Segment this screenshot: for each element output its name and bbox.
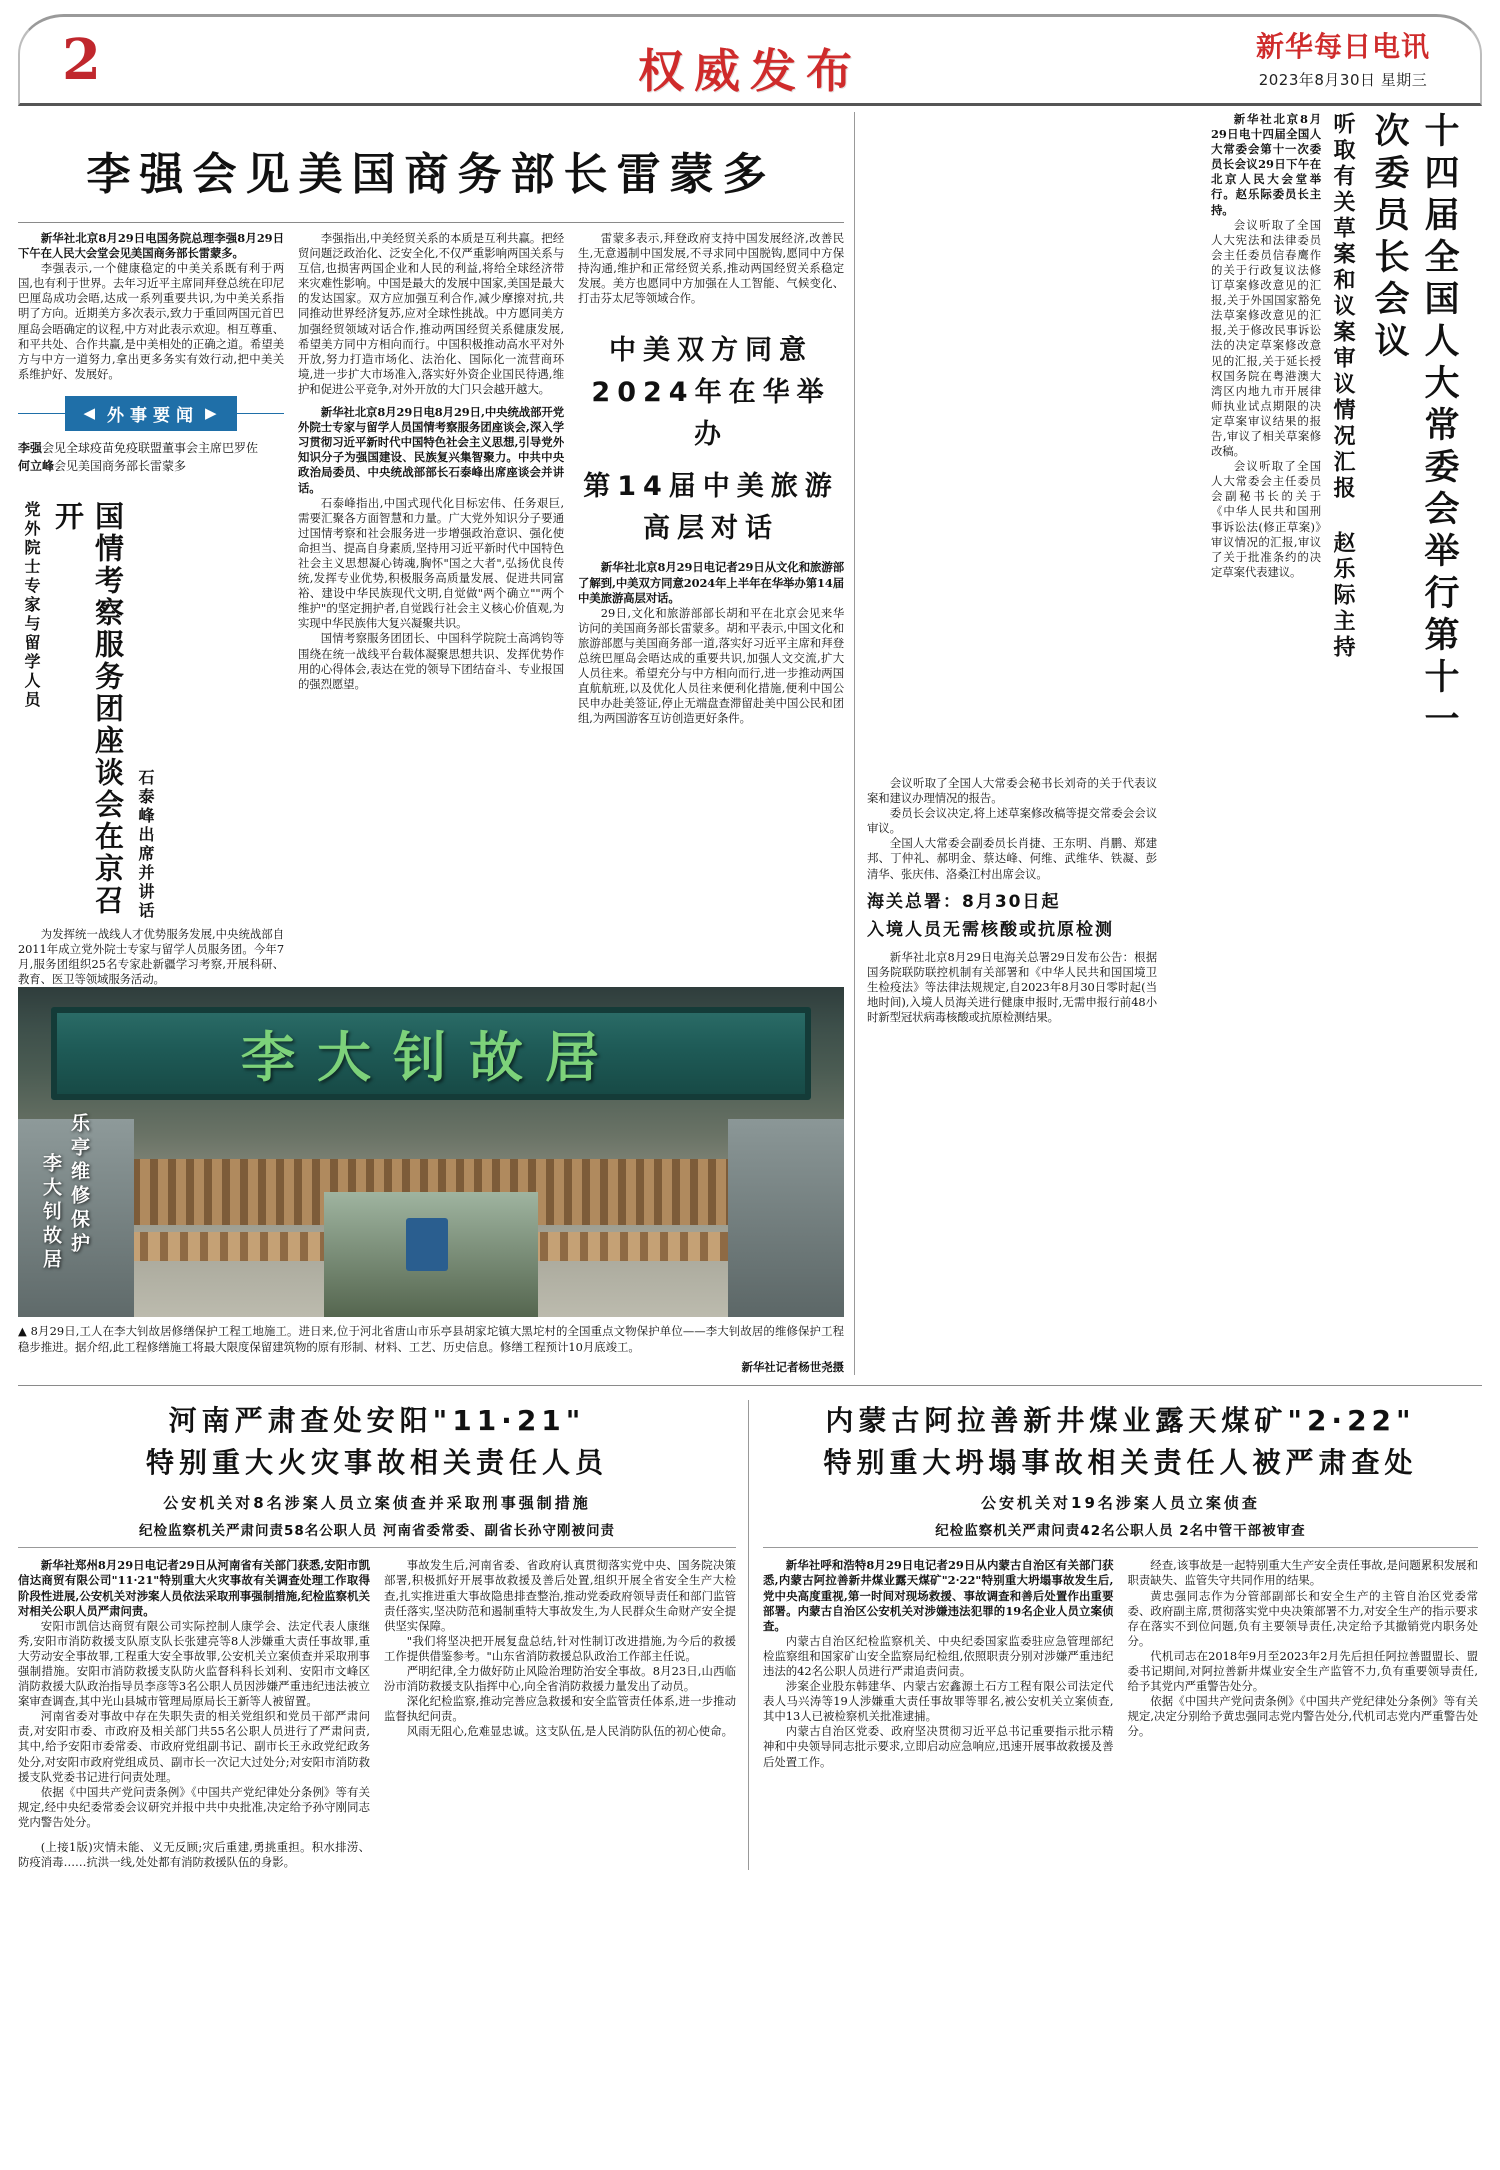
divider-line [18,413,65,414]
top-zone [18,112,1482,1375]
bottom-left-subtitle-2: 纪检监察机关严肃问责58名公职人员 河南省委常委、副省长孙守刚被问责 [18,1519,736,1548]
bottom-right-col-1 [763,1558,1114,1769]
page-body [18,112,1482,1870]
paragraph: 风雨无阻心,危难显忠诚。这支队伍,是人民消防队伍的初心使命。 [406,1724,733,1739]
page-number: 2 [62,27,101,93]
news-photo [18,987,844,1317]
foreign-affairs-box [18,396,284,431]
paragraph: 雷蒙多表示,拜登政府支持中国发展经济,改善民生,无意遏制中国发展,不寻求同中国脱钩,愿同中方保持沟通,维护和正常经贸关系,推动两国经贸关系稳定发展。美方也愿同中方加强在人工智能、气候变化、打击芬太尼等领域合作。 [578,231,844,306]
bottom-left-columns [18,1558,736,1870]
bottom-right-col-2 [1128,1558,1479,1769]
paragraph: 李强表示,一个健康稳定的中美关系既有利于两国,也有利于世界。去年习近平主席同拜登总统在印尼巴厘岛成功会晤,达成一系列重要共识,为中美关系指明了方向。近期美方多次表示,致力于重回两国元首巴厘岛会晤确定的议程,中方对此表示欢迎。相互尊重、和平共处、合作共赢,是中美相处的正确之道。希望美方与中方一道努力,拿出更多务实有效行动,把中美关系维护好、发展好。 [18,261,284,381]
customs-headline-line1: 海关总署：8月30日起 [867,891,1061,912]
chevron-right-icon: ▶ [205,404,223,423]
right-article-subheadline: 听取有关草案和议案审议情况汇报 赵乐际主持 [1330,112,1355,661]
section-title: 权威发布 [638,44,862,98]
photo-plaque [51,1007,811,1099]
lead-col-2 [298,231,564,987]
paragraph: 代机司志在2018年9月至2023年2月先后担任阿拉善盟盟长、盟委书记期间,对阿拉善新井煤业安全生产监管不力,负有重要领导责任,给予其党内严重警告处分。 [1127,1648,1478,1694]
brand-logo: 新华每日电讯 [1255,30,1430,63]
customs-headline-line2: 入境人员无需核酸或抗原检测 [867,919,1114,940]
bottom-left-article [18,1400,748,1870]
paragraph: 李强指出,中美经贸关系的本质是互利共赢。把经贸问题泛政治化、泛安全化,不仅严重影响两国关系与互信,也损害两国企业和人民的利益,将给全球经济带来灾难性影响。中国是最大的发展中国家,美国是最大的发达国家。双方应加强互利合作,减少摩擦对抗,共同推动世界经济复苏,应对全球性挑战。中方愿同美方加强经贸领域对话合作,推动两国经贸关系健康发展,希望美方同中方相向而行。中国积极推动高水平对外开放,努力打造市场化、法治化、国际化一流营商环境,进一步扩大市场准入,落实好外资企业国民待遇,维护和促进公平竞争,对外开放的大门只会越开越大。 [298,231,564,396]
paragraph: 安阳市凯信达商贸有限公司实际控制人康学会、法定代表人康继秀,安阳市消防救援支队原支队长张建亮等8人涉嫌重大责任事故罪,重大劳动安全事故罪,工程重大安全事故罪,公安机关立案侦查并采取刑事强制措施。安阳市消防救援支队防火监督科科长刘利、安阳市文峰区消防救援大队政治指导员李彦等3名公职人员因涉嫌严重违纪违法被立案审查调查,其中光山县城市管理局原局长王新等人被留置。 [18,1618,370,1709]
left-article-subtitle-mid: 石泰峰出席并讲话 [136,768,155,921]
brand-block [1256,25,1430,90]
photo-worker [406,1218,447,1271]
paragraph: 严明纪律,全力做好防止风险治理防治安全事故。8月23日,山西临汾市消防救援支队指挥中心,向全省消防救援力量发出了动员。 [384,1663,736,1694]
list-item-text: 会见全球疫苗免疫联盟董事会主席巴罗佐 [42,440,259,455]
right-article-headline: 十四届全国人大常委会举行第十一次委员长会议 [1369,112,1459,742]
headline-divider [18,222,844,223]
paragraph: 29日,文化和旅游部部长胡和平在北京会见来华访问的美国商务部长雷蒙多。胡和平表示,中国文化和旅游部愿与美国商务部一道,落实好习近平主席和拜登总统巴厘岛会晤达成的重要共识,加强人文交流,扩大人员往来。希望充分与中方相向而行,进一步推动两国直航航班,以及优化人员往来便利化措施,便利中国公民申办赴美签证,停止无端盘查滞留赴美中国公民和团组,为两国游客互访创造更好条件。 [578,605,844,726]
bottom-left-subtitle-1: 公安机关对8名涉案人员立案侦查并采取刑事强制措施 [163,1494,591,1513]
photo-caption-overlay-1: 李大钊故居 [40,1153,62,1274]
paragraph: 新华社郑州8月29日电记者29日从河南省有关部门获悉,安阳市凯信达商贸有限公司"11·21"特别重大火灾事故有关调查处理工作取得阶段性进展,公安机关对涉案人员依法采取刑事强制措施,纪检监察机关对相关公职人员严肃问责。 [18,1558,370,1618]
left-article-title: 国情考察服务团座谈会在京召开 [51,500,125,917]
lead-col-3 [578,231,844,987]
left-vertical-headline-zone [18,501,284,921]
paragraph: 河南省委对事故中存在失职失责的相关党组织和党员干部严肃问责,对安阳市委、市政府及相关部门共55名公职人员进行了严肃问责,其中,给予安阳市委常委、市政府党组副书记、副市长王永政党纪政务处分,对安阳市政府党组成员、副市长一次记大过处分;对安阳市消防救援支队党委书记进行问责处理。 [18,1709,370,1784]
lead-col-1 [18,231,284,987]
masthead [18,14,1482,106]
paragraph: 深化纪检监察,推动完善应急救援和安全监管责任体系,进一步推动监督执纪问责。 [384,1694,736,1724]
photo-wall-right [728,1119,844,1317]
paragraph: 全国人大常委会副委员长肖捷、王东明、肖鹏、郑建邦、丁仲礼、郝明金、蔡达峰、何维、武维华、铁凝、彭清华、张庆伟、洛桑江村出席会议。 [867,836,1157,881]
paragraph: "我们将坚决把开展复盘总结,针对性制订改进措施,为今后的救援工作提供借鉴参考。"山东省消防救援总队政治工作部主任说。 [384,1633,736,1663]
paragraph: 新华社北京8月29日电十四届全国人大常委会第十一次委员长会议29日下午在北京人民大会堂举行。赵乐际委员长主持。 [1211,112,1321,217]
paragraph: 委员长会议决定,将上述草案修改稿等提交常委会会议审议。 [867,806,1157,836]
list-item-lead: 何立峰 [18,458,55,473]
bottom-left-headline-line1: 河南严肃查处安阳"11·21" [168,1404,586,1438]
paragraph: 会议听取了全国人大宪法和法律委员会主任委员信春鹰作的关于行政复议法修订草案修改意见的汇报,关于外国国家豁免法草案修改意见的汇报,关于修改民事诉讼法的决定草案修改意见的汇报,关于延长授权国务院在粤港澳大湾区内地九市开展律师执业试点期限的决定草案审议结果的报告,审议了相关草案修改稿。 [1211,217,1321,459]
list-item-text: 会见美国商务部长雷蒙多 [54,458,187,473]
bottom-left-headline-line2: 特别重大火灾事故相关责任人员 [145,1446,608,1480]
center-article-headline-line2: 第14届中美旅游高层对话 [583,471,839,545]
bottom-left-col-2 [384,1558,736,1870]
bottom-left-col-1 [18,1558,370,1870]
issue-date: 2023年8月30日 星期三 [1258,71,1428,89]
bottom-right-article [748,1400,1478,1870]
list-item[interactable] [18,439,284,457]
photo-caption-overlay-2: 乐亭维修保护 [68,1113,90,1258]
paragraph: 黄忠强同志作为分管部副部长和安全生产的主管自治区党委常委、政府副主席,贯彻落实党中央决策部署不力,对安全生产的指示要求存在落实不到位问题,负有主要领导责任,决定给予其撤销党内职务处分。 [1127,1588,1478,1648]
foreign-affairs-label: 外事要闻 [107,405,199,426]
paragraph: 依据《中国共产党问责条例》《中国共产党纪律处分条例》等有关规定,经中央纪委常委会议研究并报中共中央批准,决定给予孙守刚同志党内警告处分。 [18,1784,370,1829]
paragraph: 国情考察服务团团长、中国科学院院士高鸿钧等围绕在统一战线平台载体凝聚思想共识、发挥优势作用的心得体会,表达在党的领导下团结奋斗、专业报国的强烈愿望。 [298,631,564,691]
foreign-affairs-tag[interactable] [65,396,236,431]
bottom-right-headline-line1: 内蒙古阿拉善新井煤业露天煤矿"2·22" [825,1404,1416,1438]
bottom-zone [18,1385,1482,1870]
bottom-right-subtitle-2: 纪检监察机关严肃问责42名公职人员 2名中管干部被审查 [763,1519,1478,1548]
center-article-headline-line1: 中美双方同意2024年在华举办 [591,335,831,451]
left-block [18,112,854,1375]
paragraph: 依据《中国共产党问责条例》《中国共产党纪律处分条例》等有关规定,决定分别给予黄忠强同志党内警告处分,代机司志党内严重警告处分。 [1127,1694,1478,1739]
lead-article-columns [18,231,844,987]
continuation-note: (上接1版)灾情未能、义无反顾;灾后重建,勇挑重担。积水排涝、防疫消毒……抗洪一线,处处都有消防救援队伍的身影。 [18,1840,370,1870]
paragraph: 内蒙古自治区党委、政府坚决贯彻习近平总书记重要指示批示精神和中央领导同志批示要求,立即启动应急响应,迅速开展事故救援及善后处置工作。 [763,1724,1114,1769]
paragraph: 会议听取了全国人大常委会主任委员会副秘书长的关于《中华人民共和国刑事诉讼法(修正草案)》审议情况的汇报,审议了关于批准条约的决定草案代表建议。 [1211,459,1321,579]
bottom-right-headline-line2: 特别重大坍塌事故相关责任人被严肃查处 [823,1446,1418,1480]
paragraph: 内蒙古自治区纪检监察机关、中央纪委国家监委驻应急管理部纪检监察组和国家矿山安全监察局纪检组,依照职责分别对涉嫌严重违纪违法的42名公职人员进行严肃追责问责。 [763,1633,1114,1678]
divider-line [237,413,284,414]
paragraph: 新华社呼和浩特8月29日电记者29日从内蒙古自治区有关部门获悉,内蒙古阿拉善新井煤业露天煤矿"2·22"特别重大坍塌事故发生后,党中央高度重视,第一时间对现场救援、事故调查和善后处置作出重要部署。内蒙古自治区公安机关对涉嫌违法犯罪的19名企业人员立案侦查。 [763,1558,1114,1633]
left-article-subtitle-left: 党外院士专家与留学人员 [22,500,41,710]
right-headline-zone [867,112,1464,772]
list-item[interactable] [18,457,284,475]
paragraph: 经查,该事故是一起特别重大生产安全责任事故,是问题累积发展和职责缺失、监管失守共同作用的结果。 [1127,1558,1478,1588]
paragraph: 石泰峰指出,中国式现代化目标宏伟、任务艰巨,需要汇聚各方面智慧和力量。广大党外知识分子要通过国情考察和社会服务进一步增强政治意识、强化使命担当、提高自身素质,坚持用习近平新时代中国特色社会主义思想凝心铸魂,胸怀"国之大者",弘扬优良传统,发挥专业优势,积极服务高质量发展、促进共同富裕、建设中华民族现代文明,自觉做"两个确立""两个维护"的坚定拥护者,自觉践行社会主义核心价值观,为实现中华民族伟大复兴凝聚共识。 [298,495,564,631]
list-item-lead: 李强 [18,440,43,455]
newspaper-page [0,14,1500,2170]
paragraph: 会议听取了全国人大常委会秘书长刘奇的关于代表议案和建议办理情况的报告。 [867,776,1157,806]
right-article-lead-body [1211,112,1321,772]
paragraph: 涉案企业股东韩建华、内蒙古宏鑫源土石方工程有限公司法定代表人马兴涛等19人涉嫌重大责任事故罪等罪名,被公安机关立案侦查,其中13人已被检察机关批准逮捕。 [763,1679,1114,1724]
photo-caption: ▲ 8月29日,工人在李大钊故居修缮保护工程工地施工。进日来,位于河北省唐山市乐亭县胡家坨镇大黑坨村的全国重点文物保护单位——李大钊故居的维修保护工程稳步推进。据介绍,此工程修缮施工将最大限度保留建筑物的原有形制、材料、工艺、历史信息。修缮工程预计10月底竣工。 [18,1324,844,1355]
photo-credit: 新华社记者杨世尧摄 [741,1360,844,1375]
paragraph: 新华社北京8月29日电8月29日,中央统战部开党外院士专家与留学人员国情考察服务团座谈会,深入学习贯彻习近平新时代中国特色社会主义思想,引导党外知识分子为强国建设、民族复兴集智聚力。中共中央政治局委员、中央统战部部长石泰峰出席座谈会并讲话。 [298,405,564,495]
foreign-affairs-list [18,439,284,475]
lead-headline: 李强会见美国商务部长雷蒙多 [86,149,776,200]
paragraph: 事故发生后,河南省委、省政府认真贯彻落实党中央、国务院决策部署,积极抓好开展事故救援及善后处置,组织开展全省安全生产大检查,扎实推进重大事故隐患排查整治,推动党委政府领导责任和部门监管责任落实,坚决防范和遏制重特大事故发生,为人民群众生命财产安全提供坚实保障。 [384,1558,736,1633]
plaque-inscription: 李大钊故居 [240,1024,621,1089]
right-tail-col-1 [867,776,1157,1025]
right-block [854,112,1464,1375]
paragraph: 为发挥统一战线人才优势服务发展,中央统战部自2011年成立党外院士专家与留学人员服务团。今年7月,服务团组织25名专家赴新疆学习考察,开展科研、教育、医卫等领域服务活动。 [18,926,284,987]
bottom-right-subtitle-1: 公安机关对19名涉案人员立案侦查 [981,1494,1260,1513]
bottom-right-columns [763,1558,1478,1769]
paragraph: 新华社北京8月29日电记者29日从文化和旅游部了解到,中美双方同意2024年上半年在华举办第14届中美旅游高层对话。 [578,560,844,605]
chevron-left-icon: ◀ [83,404,101,423]
paragraph: 新华社北京8月29日电国务院总理李强8月29日下午在人民大会堂会见美国商务部长雷蒙多。 [18,231,284,261]
paragraph: 新华社北京8月29日电海关总署29日发布公告：根据国务院联防联控机制有关部署和《中华人民共和国国境卫生检疫法》等法律法规规定,自2023年8月30日零时起(当地时间),入境人员海关进行健康申报时,无需申报行前48小时新型冠状病毒核酸或抗原检测结果。 [867,949,1157,1025]
right-article-tail [867,776,1464,1025]
